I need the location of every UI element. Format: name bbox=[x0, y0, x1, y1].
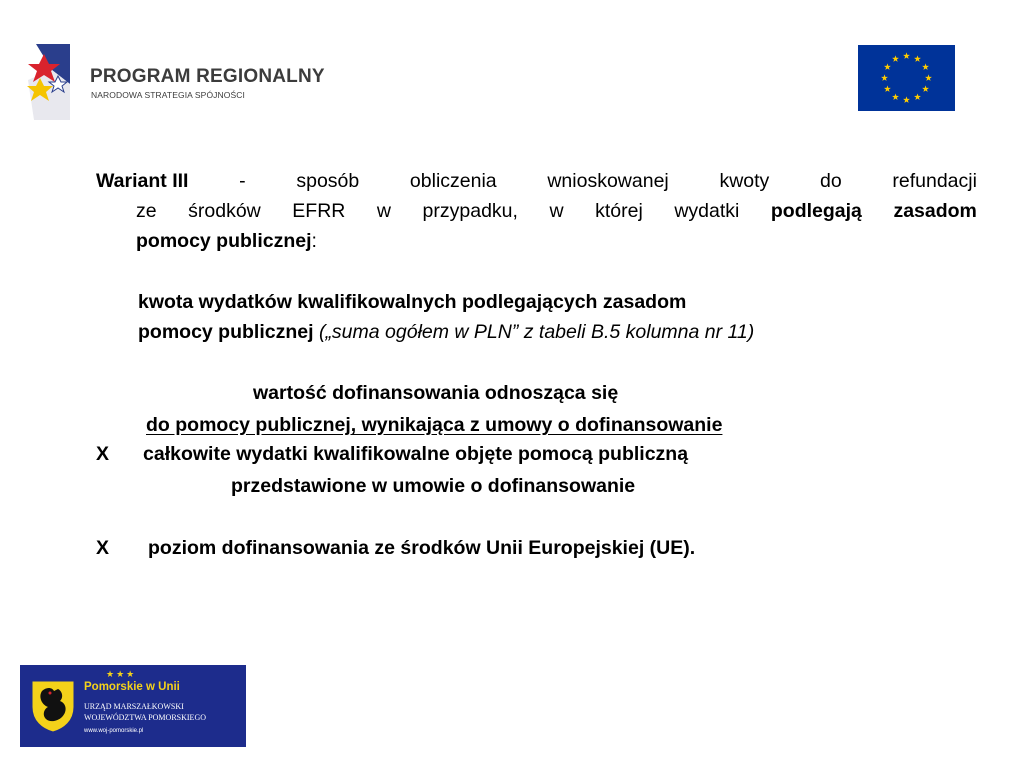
intro-word: zasadom bbox=[893, 200, 977, 222]
intro-word: ze bbox=[136, 200, 157, 222]
intro-word: podlegają bbox=[770, 200, 862, 222]
intro-word: sposób bbox=[296, 170, 360, 192]
calkowite-line-2: przedstawione w umowie o dofinansowanie bbox=[231, 475, 636, 497]
intro-colon: : bbox=[311, 230, 317, 252]
intro-word: EFRR bbox=[292, 200, 346, 222]
griffin-crest-icon bbox=[28, 677, 78, 733]
wartosc-line-2: do pomocy publicznej, wynikająca z umowy o dofinansowanie bbox=[146, 414, 723, 436]
logo-title: PROGRAM REGIONALNY bbox=[90, 66, 325, 87]
kwota-line-2 bbox=[138, 317, 754, 347]
logo-subtitle: NARODOWA STRATEGIA SPÓJNOŚCI bbox=[91, 90, 245, 100]
intro-word: refundacji bbox=[892, 170, 977, 192]
eu-flag-icon bbox=[858, 45, 955, 111]
intro-line-2 bbox=[136, 196, 977, 226]
intro-word: przypadku, bbox=[422, 200, 518, 222]
pomorskie-banner bbox=[20, 665, 246, 747]
wartosc-line-1: wartość dofinansowania odnosząca się bbox=[253, 382, 619, 404]
intro-word: której bbox=[595, 200, 643, 222]
kwota-bold-part: pomocy publicznej bbox=[138, 321, 314, 343]
poziom-marker: X bbox=[96, 537, 110, 559]
intro-bold-term: pomocy publicznej bbox=[136, 230, 312, 252]
intro-word: obliczenia bbox=[409, 170, 497, 192]
calkowite-marker: X bbox=[96, 443, 110, 465]
poziom-line: poziom dofinansowania ze środków Unii Europejskiej (UE). bbox=[148, 537, 696, 559]
program-regionalny-logo-icon bbox=[22, 40, 72, 122]
footer-line-1: URZĄD MARSZAŁKOWSKI bbox=[84, 702, 184, 711]
footer-line-2: WOJEWÓDZTWA POMORSKIEGO bbox=[84, 713, 206, 722]
intro-word: w bbox=[549, 200, 564, 222]
kwota-line-1: kwota wydatków kwalifikowalnych podlegających zasadom bbox=[138, 291, 687, 313]
intro-word: wnioskowanej bbox=[547, 170, 669, 192]
intro-word: do bbox=[819, 170, 842, 192]
intro-word: Wariant III bbox=[96, 170, 189, 192]
intro-word: - bbox=[239, 170, 246, 192]
calkowite-line-1: całkowite wydatki kwalifikowalne objęte pomocą publiczną bbox=[143, 443, 689, 465]
intro-word: środków bbox=[188, 200, 261, 222]
footer-stars: ★★★ bbox=[106, 669, 137, 679]
footer-title: Pomorskie w Unii bbox=[84, 681, 180, 693]
intro-word: kwoty bbox=[719, 170, 770, 192]
intro-line-3 bbox=[136, 226, 317, 256]
footer-url: www.woj-pomorskie.pl bbox=[84, 728, 144, 734]
intro-word: w bbox=[376, 200, 392, 222]
intro-word: wydatki bbox=[674, 200, 740, 222]
kwota-italic-part: („suma ogółem w PLN” z tabeli B.5 kolumna nr 11) bbox=[313, 321, 755, 343]
intro-line-1 bbox=[96, 166, 977, 196]
